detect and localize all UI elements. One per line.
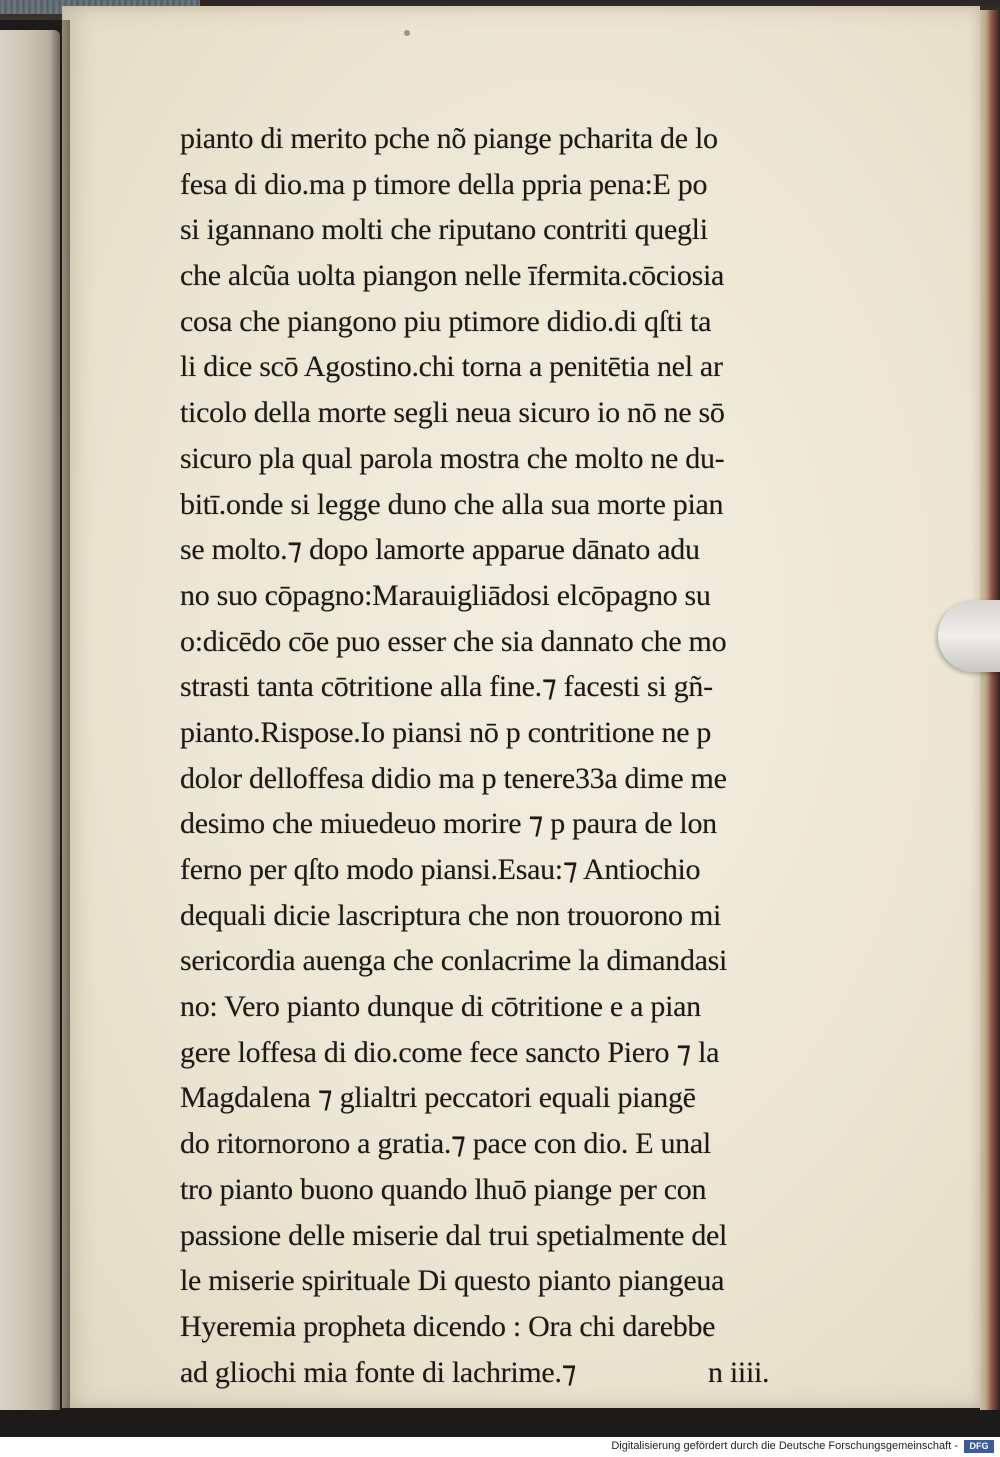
text-line: dolor delloffesa didio ma p tenere33a dime me	[180, 761, 727, 795]
funding-credit: Digitalisierung gefördert durch die Deutsche Forschungsgemeinschaft -	[611, 1440, 958, 1452]
text-line: strasti tanta cōtritione alla fine.⁊ facesti si gñ-	[180, 670, 713, 704]
text-line: che alcũa uolta piangon nelle īfermita.cōciosia	[180, 259, 724, 293]
gutter-shadow	[50, 20, 70, 1415]
text-line: sericordia auenga che conlacrime la dimandasi	[180, 944, 728, 978]
text-line: no: Vero pianto dunque di cōtritione e a pian	[180, 990, 701, 1024]
below-page-background	[0, 1410, 1000, 1437]
text-line: sicuro pla qual parola mostra che molto ne du-	[180, 441, 725, 475]
text-line: ferno per qſto modo piansi.Esau:⁊ Antiochio	[180, 853, 701, 886]
footer-bar	[0, 1437, 1000, 1457]
last-line-text: ad gliochi mia fonte di lachrime.⁊	[180, 1355, 577, 1389]
text-line: bitī.onde si legge duno che alla sua morte pian	[180, 487, 724, 521]
page-clip	[938, 600, 1000, 672]
text-block	[180, 116, 800, 1395]
text-line: dequali dicie lascriptura che non trouorono mi	[180, 898, 722, 932]
signature-mark: n iiii.	[708, 1355, 770, 1389]
text-line: tro pianto buono quando lhuō piange per con	[180, 1172, 707, 1206]
text-line: cosa che piangono piu ptimore didio.di qſti ta	[180, 304, 712, 338]
ink-mark	[404, 30, 410, 36]
text-line: gere loffesa di dio.come fece sancto Piero ⁊ la	[180, 1035, 720, 1069]
text-line: si igannano molti che riputano contriti quegli	[180, 213, 708, 247]
text-line: ticolo della morte segli neua sicuro io nō ne sō	[180, 396, 725, 430]
text-line-last	[180, 1350, 800, 1396]
text-line: Hyeremia propheta dicendo : Ora chi darebbe	[180, 1309, 716, 1343]
text-line: pianto.Rispose.Io piansi nō p contritione ne p	[180, 715, 712, 749]
text-line: Magdalena ⁊ glialtri peccatori equali piangē	[180, 1081, 696, 1115]
dfg-logo-icon: DFG	[964, 1440, 994, 1453]
text-line: li dice scō Agostino.chi torna a penitētia nel ar	[180, 350, 723, 384]
text-line: no suo cōpagno:Marauigliādosi elcōpagno su	[180, 578, 711, 612]
page-edge	[980, 10, 1000, 1410]
text-line: desimo che miuedeuo morire ⁊ p paura de lon	[180, 807, 717, 841]
text-line: passione delle miserie dal trui spetialmente del	[180, 1218, 728, 1252]
text-line: se molto.⁊ dopo lamorte apparue dānato adu	[180, 533, 700, 567]
text-line: o:dicēdo cōe puo esser che sia dannato che mo	[180, 624, 727, 658]
text-line: pianto di merito pche nõ piange pcharita de lo	[180, 122, 718, 155]
text-line: do ritornorono a gratia.⁊ pace con dio. E unal	[180, 1127, 711, 1161]
text-line: le miserie spirituale Di questo pianto piangeua	[180, 1264, 725, 1298]
text-line: fesa di dio.ma p timore della ppria pena:E po	[180, 167, 708, 201]
